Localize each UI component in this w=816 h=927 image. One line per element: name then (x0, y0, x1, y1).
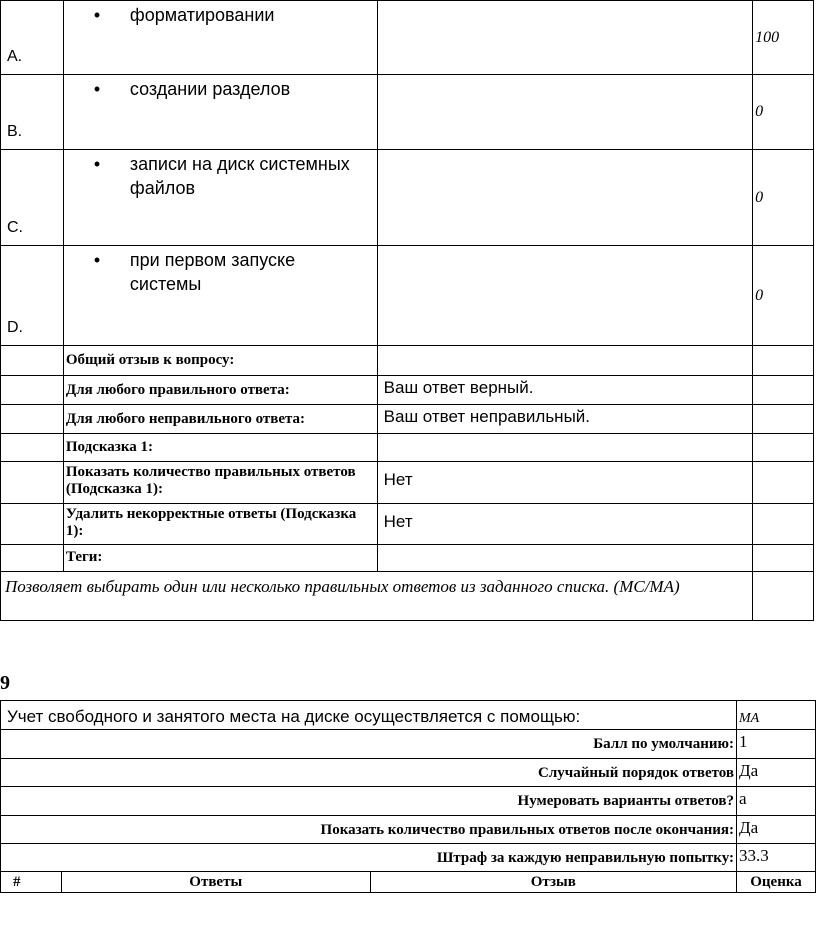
option-text: создании разделов (129, 79, 291, 99)
hint-label: Подсказка 1: (63, 434, 377, 462)
option-letter: D. (1, 246, 64, 346)
bullet-icon: • (93, 154, 101, 174)
option-row-b (1, 75, 814, 150)
bullet-icon: • (93, 79, 101, 99)
question-type: MA (737, 701, 816, 730)
question-text-row (1, 701, 816, 730)
meta-label: Нумеровать варианты ответов? (1, 787, 737, 816)
option-score: 100 (753, 1, 814, 75)
header-answers: Ответы (61, 872, 370, 893)
option-score: 0 (753, 246, 814, 346)
meta-label: Показать количество правильных ответов после окончания: (1, 816, 737, 844)
feedback-correct-row (1, 376, 814, 405)
feedback-incorrect-value: Ваш ответ неправильный. (377, 405, 752, 434)
bullet-icon: • (93, 5, 101, 25)
option-row-a (1, 1, 814, 75)
remove-wrong-row (1, 504, 814, 545)
header-num: # (1, 872, 62, 893)
meta-row (1, 816, 816, 844)
option-text-cell (63, 75, 377, 150)
meta-label: Случайный порядок ответов (1, 759, 737, 787)
show-count-value: Нет (377, 462, 752, 504)
meta-row (1, 730, 816, 759)
meta-value: Да (737, 816, 816, 844)
header-score: Оценка (737, 872, 816, 893)
option-text-cell (63, 246, 377, 346)
feedback-general-row (1, 346, 814, 376)
header-feedback: Отзыв (370, 872, 736, 893)
option-letter: B. (1, 75, 64, 150)
meta-value: 1 (737, 730, 816, 759)
meta-value: Да (737, 759, 816, 787)
question-type-description: Позволяет выбирать один или несколько правильных ответов из заданного списка. (MC/MA) (1, 572, 753, 621)
feedback-incorrect-row (1, 405, 814, 434)
question-text: Учет свободного и занятого места на диске осуществляется с помощью: (1, 701, 737, 730)
description-row (1, 572, 814, 621)
hint-row (1, 434, 814, 462)
feedback-correct-label: Для любого правильного ответа: (63, 376, 377, 405)
option-letter: A. (1, 1, 64, 75)
meta-value: 33.3 (737, 844, 816, 872)
feedback-correct-value: Ваш ответ верный. (377, 376, 752, 405)
meta-row (1, 787, 816, 816)
feedback-general-label: Общий отзыв к вопросу: (63, 346, 377, 376)
meta-label: Балл по умолчанию: (1, 730, 737, 759)
meta-row (1, 844, 816, 872)
option-text-cell (63, 1, 377, 75)
option-feedback-cell (377, 75, 752, 150)
question-table (0, 700, 816, 893)
option-text: форматировании (129, 5, 275, 25)
answers-header-row (1, 872, 816, 893)
option-feedback-cell (377, 150, 752, 246)
question-number: 9 (0, 672, 10, 694)
option-feedback-cell (377, 246, 752, 346)
tags-label: Теги: (63, 545, 377, 572)
option-score: 0 (753, 150, 814, 246)
feedback-incorrect-label: Для любого неправильного ответа: (63, 405, 377, 434)
option-text-cell (63, 150, 377, 246)
option-row-c (1, 150, 814, 246)
option-feedback-cell (377, 1, 752, 75)
show-count-label: Показать количество правильных ответов (Подсказка 1): (63, 462, 377, 504)
meta-row (1, 759, 816, 787)
option-score: 0 (753, 75, 814, 150)
meta-value: a (737, 787, 816, 816)
option-row-d (1, 246, 814, 346)
option-text: записи на диск системных файлов (129, 154, 350, 198)
remove-wrong-label: Удалить некорректные ответы (Подсказка 1): (63, 504, 377, 545)
option-text: при первом запуске системы (129, 250, 296, 294)
tags-row (1, 545, 814, 572)
meta-label: Штраф за каждую неправильную попытку: (1, 844, 737, 872)
option-letter: C. (1, 150, 64, 246)
bullet-icon: • (93, 250, 101, 270)
show-count-row (1, 462, 814, 504)
remove-wrong-value: Нет (377, 504, 752, 545)
